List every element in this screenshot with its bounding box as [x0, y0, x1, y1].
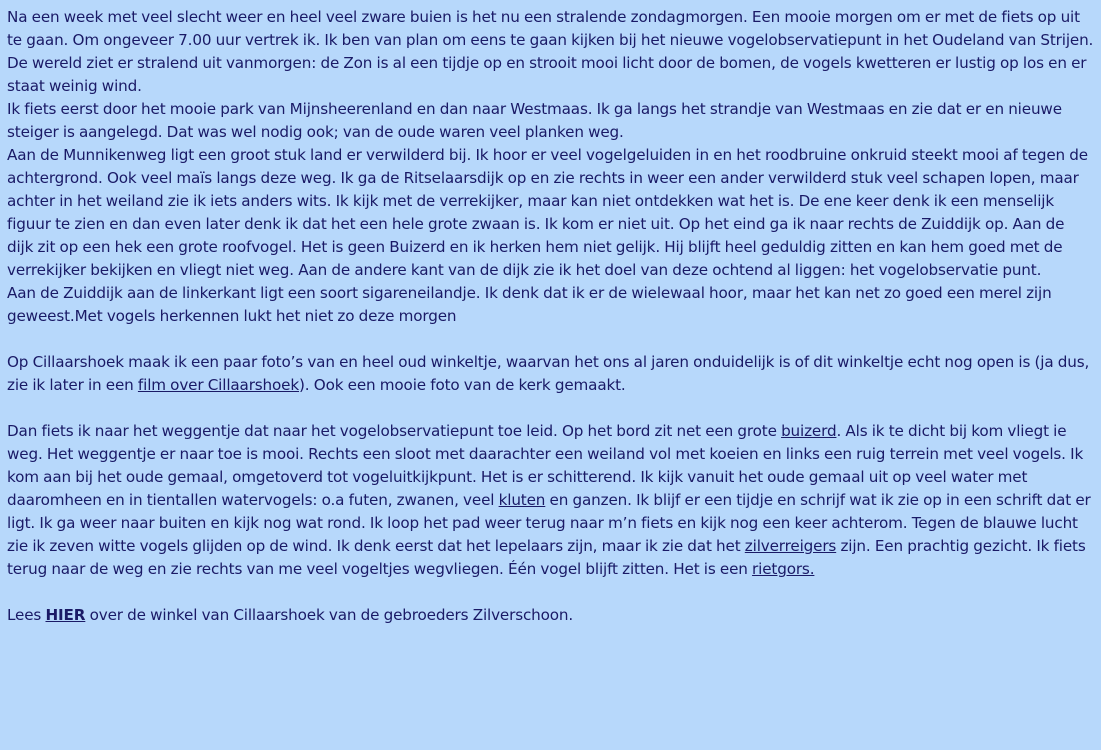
- paragraph-zuiddijk: Aan de Zuiddijk aan de linkerkant ligt een soort sigareneilandje. Ik denk dat ik er de wielewaal hoor, maar het kan net zo goed een merel zijn geweest.Met vogels herkennen lukt het niet zo deze morgen: [7, 284, 1052, 325]
- paragraph-intro: Na een week met veel slecht weer en heel veel zware buien is het nu een stralende zondagmorgen. Een mooie morgen om er met de fiets op uit te gaan. Om ongeveer 7.00 uur vertrek ik. Ik ben van plan om eens te gaan kijken bij het nieuwe vogelobservatiepunt in het Oudeland van Strijen.: [7, 8, 1094, 49]
- paragraph-observatiepunt: [7, 420, 1094, 581]
- paragraph-lees-hier: [7, 604, 1094, 627]
- hier-link[interactable]: HIER: [45, 606, 86, 624]
- spacer: [7, 581, 1094, 604]
- text-segment: Lees: [7, 606, 46, 624]
- text-segment: en ganzen. Ik blijf er een tijdje en schrijf wat ik zie op in een schrift dat er ligt. Ik ga weer naar buiten en kijk nog wat rond. Ik loop het pad weer terug naar m’n fiets en kijk nog een keer achterom. Tegen de blauwe lucht zie ik zeven witte vogels glijden op de wind. Ik denk eerst dat het lepelaars zijn, maar ik zie dat het: [7, 491, 1091, 555]
- text-segment: over de winkel van Cillaarshoek van de gebroeders Zilverschoon.: [85, 606, 574, 624]
- spacer: [7, 328, 1094, 351]
- paragraph-morning: De wereld ziet er stralend uit vanmorgen: de Zon is al een tijdje op en strooit mooi licht door de bomen, de vogels kwetteren er lustig op los en er staat weinig wind.: [7, 54, 1087, 95]
- spacer: [7, 397, 1094, 420]
- paragraph-cillaarshoek: [7, 351, 1094, 397]
- film-link[interactable]: film over Cillaarshoek: [137, 376, 300, 394]
- buizerd-link[interactable]: buizerd: [781, 422, 837, 440]
- text-segment: ). Ook een mooie foto van de kerk gemaakt.: [299, 376, 626, 394]
- kluten-link[interactable]: kluten: [498, 491, 546, 509]
- zilverreigers-link[interactable]: zilverreigers: [744, 537, 837, 555]
- text-segment: Op Cillaarshoek maak ik een paar foto’s van en heel oud winkeltje, waarvan het ons al jaren onduidelijk is of dit winkeltje echt nog open is (ja dus, zie ik later in een: [7, 353, 1090, 394]
- text-segment: Dan fiets ik naar het weggentje dat naar het vogelobservatiepunt toe leid. Op het bord zit net een grote: [7, 422, 782, 440]
- paragraph-munnikenweg: Aan de Munnikenweg ligt een groot stuk land er verwilderd bij. Ik hoor er veel vogelgeluiden in en het roodbruine onkruid steekt mooi af tegen de achtergrond. Ook veel maïs langs deze weg. Ik ga de Ritselaarsdijk op en zie rechts in weer een ander verwilderd stuk veel schapen lopen, maar achter in het weiland zie ik iets anders wits. Ik kijk met de verrekijker, maar kan niet ontdekken wat het is. De ene keer denk ik een menselijk figuur te zien en dan even later denk ik dat het een hele grote zwaan is. Ik kom er niet uit. Op het eind ga ik naar rechts de Zuiddijk op. Aan de dijk zit op een hek een grote roofvogel. Het is geen Buizerd en ik herken hem niet gelijk. Hij blijft heel geduldig zitten en kan hem goed met de verrekijker bekijken en vliegt niet weg. Aan de andere kant van de dijk zie ik het doel van deze ochtend al liggen: het vogelobservatie punt.: [7, 146, 1088, 279]
- text-segment: . Als ik te dicht bij kom vliegt ie weg. Het weggentje er naar toe is mooi. Rechts een sloot met daarachter een weiland vol met koeien en links een ruig terrein met veel vogels. Ik kom aan bij het oude gemaal, omgetoverd tot vogeluitkijkpunt. Het is er schitterend. Ik kijk vanuit het oude gemaal uit op veel water met daaromheen en in tientallen watervogels: o.a futen, zwanen, veel: [7, 422, 1084, 509]
- text-segment: zijn. Een prachtig gezicht. Ik fiets terug naar de weg en zie rechts van me veel vogeltjes wegvliegen. Één vogel blijft zitten. Het is een: [7, 537, 1086, 578]
- rietgors-link[interactable]: rietgors.: [752, 560, 815, 578]
- paragraph-westmaas: Ik fiets eerst door het mooie park van Mijnsheerenland en dan naar Westmaas. Ik ga langs het strandje van Westmaas en zie dat er en nieuwe steiger is aangelegd. Dat was wel nodig ook; van de oude waren veel planken weg.: [7, 100, 1062, 141]
